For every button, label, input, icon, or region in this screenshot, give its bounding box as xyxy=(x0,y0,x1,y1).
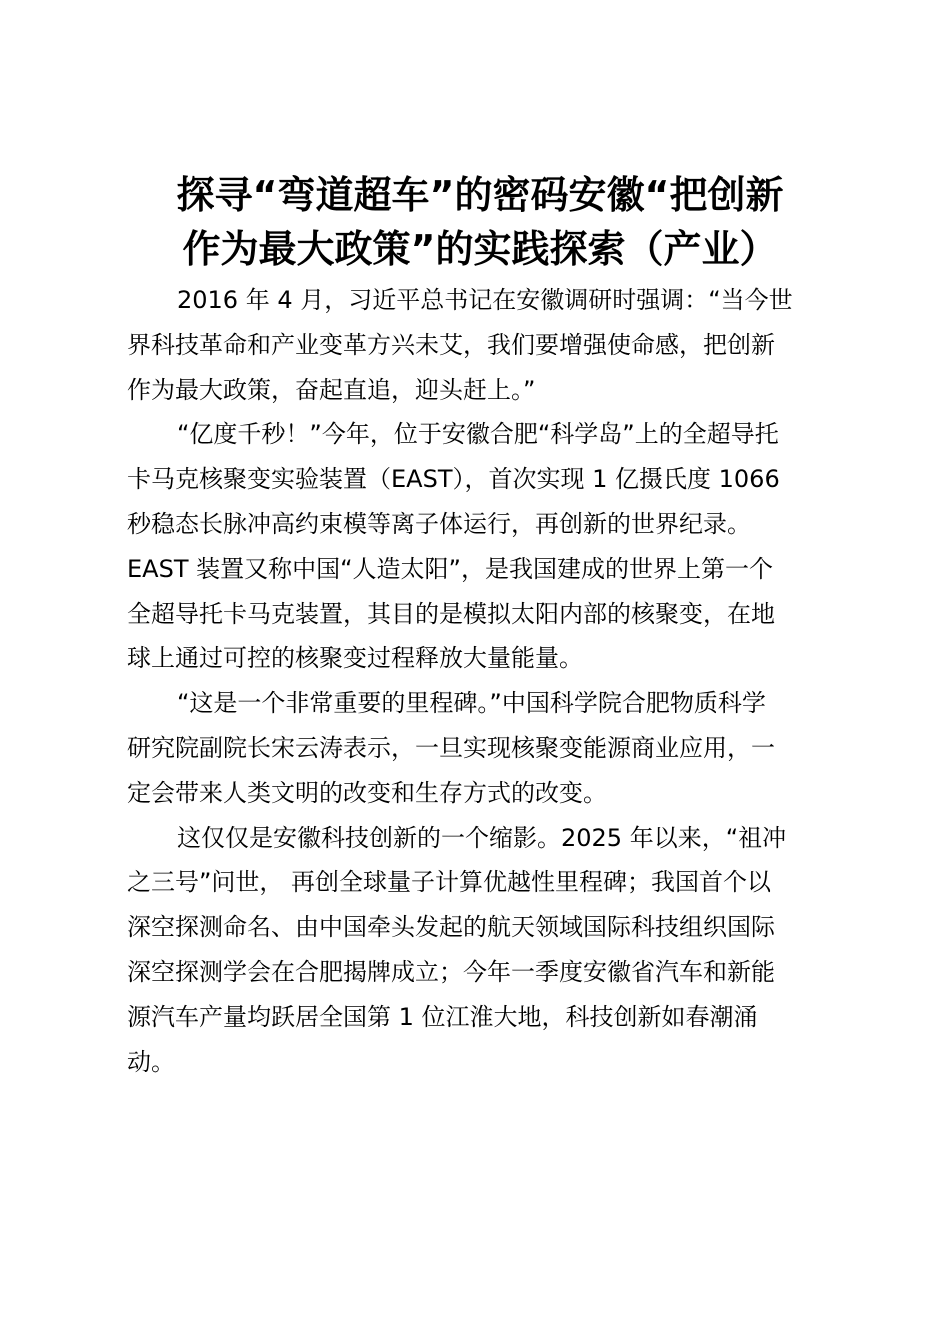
paragraph-line: 作为最大政策，奋起直追，迎头赶上。” xyxy=(127,375,536,404)
title-line: 作为最大政策”的实践探索（产业） xyxy=(182,227,778,271)
paragraph-line: 深空探测命名、由中国牵头发起的航天领域国际科技组织国际 xyxy=(127,913,775,942)
title-line: 探寻“弯道超车”的密码安徽“把创新 xyxy=(176,173,784,217)
paragraph-line: 源汽车产量均跃居全国第 1 位江淮大地，科技创新如春潮涌 xyxy=(127,1002,758,1031)
paragraph-line: 界科技革命和产业变革方兴未艾，我们要增强使命感，把创新 xyxy=(127,330,775,359)
paragraph-line: 深空探测学会在合肥揭牌成立；今年一季度安徽省汽车和新能 xyxy=(127,957,775,986)
paragraph-line: 动。 xyxy=(127,1047,175,1076)
paragraph-line: 秒稳态长脉冲高约束模等离子体运行，再创新的世界纪录。 xyxy=(127,509,751,538)
paragraph-line: 这仅仅是安徽科技创新的一个缩影。2025 年以来，“祖冲 xyxy=(177,823,787,852)
paragraph xyxy=(127,412,827,681)
paragraph-line: 球上通过可控的核聚变过程释放大量能量。 xyxy=(127,644,583,673)
document-body xyxy=(127,278,827,1084)
paragraph-line: “亿度千秒！”今年，位于安徽合肥“科学岛”上的全超导托 xyxy=(177,420,779,449)
paragraph-line: 卡马克核聚变实验装置（EAST），首次实现 1 亿摄氏度 1066 xyxy=(127,465,780,494)
paragraph-line: “这是一个非常重要的里程碑。”中国科学院合肥物质科学 xyxy=(177,689,766,718)
paragraph-line: 之三号”问世， 再创全球量子计算优越性里程碑；我国首个以 xyxy=(127,868,772,897)
document-title xyxy=(120,168,840,276)
paragraph-line: 2016 年 4 月，习近平总书记在安徽调研时强调：“当今世 xyxy=(177,286,793,314)
paragraph-line: 全超导托卡马克装置，其目的是模拟太阳内部的核聚变，在地 xyxy=(127,599,775,628)
paragraph xyxy=(127,816,827,1085)
paragraph-line: EAST 装置又称中国“人造太阳”，是我国建成的世界上第一个 xyxy=(127,554,773,583)
paragraph-line: 定会带来人类文明的改变和生存方式的改变。 xyxy=(127,778,607,807)
paragraph-line: 研究院副院长宋云涛表示，一旦实现核聚变能源商业应用，一 xyxy=(127,733,775,762)
paragraph xyxy=(127,681,827,815)
paragraph xyxy=(127,278,827,412)
